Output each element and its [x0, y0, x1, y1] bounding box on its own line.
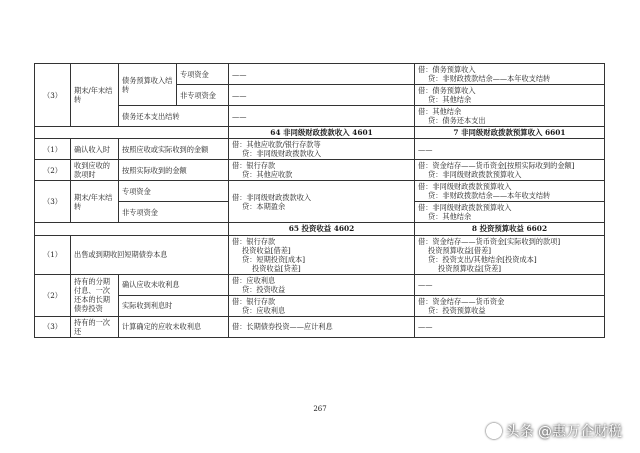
entry-line: 贷：投资支出/其他结余[投资成本]	[428, 254, 537, 264]
budget-entry: ——	[415, 139, 605, 160]
item-cell: 期末/年末结转	[71, 64, 119, 127]
sub-item-cell: 非专项资金	[119, 202, 229, 223]
row-number: （2）	[35, 160, 71, 181]
financial-entry: 借：长期债券投资——应计利息	[229, 316, 415, 337]
budget-entry	[415, 295, 605, 316]
item-cell: 持有的一次还	[71, 316, 119, 337]
entry-line: 借：资金结存——货币资金[按照实际收到的金额]	[418, 161, 575, 171]
entry-line: 贷：投资预算收益	[428, 305, 486, 315]
table-row	[35, 64, 605, 85]
sub-item-cell: 实际收到利息时	[119, 295, 229, 316]
entry-line: 投资预算收益[贷差]	[438, 263, 502, 273]
header-blank	[35, 223, 229, 235]
financial-account-title: 65 投资收益 4602	[229, 223, 415, 235]
financial-entry	[229, 181, 415, 223]
item-cell: 持有的分期付息、一次还本的长期债券投资	[71, 274, 119, 316]
entry-line: 贷：投资收益	[242, 284, 286, 294]
budget-entry	[415, 85, 605, 106]
financial-entry: ——	[229, 106, 415, 127]
entry-line: 贷：其他结余	[428, 212, 472, 222]
entry-line: 贷：非财政拨款结余——本年收支结转	[428, 191, 551, 201]
row-number: （3）	[35, 316, 71, 337]
entry-line: 贷：本期盈余	[242, 201, 286, 211]
budget-entry	[415, 181, 605, 202]
budget-entry: ——	[415, 274, 605, 295]
financial-account-title: 64 非同级财政拨款收入 4601	[229, 127, 415, 139]
entry-line: 借：债务预算收入	[418, 65, 476, 74]
entry-line: 借：其他应收款/银行存款等	[232, 140, 321, 150]
financial-entry	[229, 139, 415, 160]
financial-entry: ——	[229, 64, 415, 85]
row-number: （3）	[35, 64, 71, 127]
entry-line: 借：债务预算收入	[418, 86, 476, 95]
row-number: （1）	[35, 235, 71, 274]
entry-line: 借：非同级财政拨款预算收入	[418, 203, 512, 213]
entry-line: 投资预算收益[借差]	[428, 245, 492, 255]
financial-entry	[229, 274, 415, 295]
section-header-row	[35, 127, 605, 139]
entry-line: 借：银行存款	[232, 296, 276, 306]
entry-line: 贷：非财政拨款结余——本年收支结转	[428, 74, 551, 83]
sub-item-cell: 计算确定的应收未收利息	[119, 316, 229, 337]
page-number: 267	[313, 405, 327, 413]
entry-line: 贷：应收利息	[242, 305, 286, 315]
item-cell: 期末/年末结转	[71, 181, 119, 223]
sub-sub-item-cell: 专项资金	[177, 64, 229, 85]
budget-entry	[415, 160, 605, 181]
budget-entry	[415, 235, 605, 274]
sub-item-cell: 债务预算收入结转	[119, 64, 177, 106]
budget-entry	[415, 64, 605, 85]
budget-entry: ——	[415, 316, 605, 337]
budget-entry	[415, 202, 605, 223]
section-header-row	[35, 223, 605, 235]
entry-line: 借：其他结余	[418, 107, 462, 116]
basis-cell: 按照应收或实际收到的金额	[119, 139, 229, 160]
entry-line: 借：银行存款	[232, 161, 276, 171]
entry-line: 贷：其他结余	[428, 95, 472, 104]
budget-account-title: 8 投资预算收益 6602	[415, 223, 605, 235]
entry-line: 投资收益[贷差]	[252, 263, 301, 273]
row-number: （2）	[35, 274, 71, 316]
sub-item-cell: 债务还本支出结转	[119, 106, 229, 127]
item-cell: 收到应收的款项时	[71, 160, 119, 181]
financial-entry: ——	[229, 85, 415, 106]
sub-sub-item-cell: 非专项资金	[177, 85, 229, 106]
item-cell: 确认收入时	[71, 139, 119, 160]
accounting-table	[34, 63, 605, 338]
entry-line: 借：应收利息	[232, 275, 276, 285]
budget-entry	[415, 106, 605, 127]
row-number: （1）	[35, 139, 71, 160]
entry-line: 贷：债务还本支出	[428, 116, 486, 125]
entry-line: 借：非同级财政拨款预算收入	[418, 182, 512, 192]
table-row	[35, 235, 605, 274]
financial-entry	[229, 295, 415, 316]
entry-line: 贷：非同级财政拨款预算收入	[428, 170, 522, 180]
financial-entry	[229, 235, 415, 274]
row-number: （3）	[35, 181, 71, 223]
sub-item-cell: 确认应收未收利息	[119, 274, 229, 295]
entry-line: 贷：非同级财政拨款收入	[242, 149, 322, 159]
watermark	[486, 421, 622, 441]
table-row	[35, 160, 605, 181]
table-row	[35, 274, 605, 295]
financial-entry	[229, 160, 415, 181]
table-row	[35, 106, 605, 127]
entry-line: 贷：短期投资[成本]	[242, 254, 306, 264]
table-row	[35, 139, 605, 160]
watermark-text: 头条 @惠万企财税	[505, 424, 622, 440]
entry-line: 借：资金结存——货币资金	[418, 296, 505, 306]
sub-item-cell: 专项资金	[119, 181, 229, 202]
basis-cell: 按照实际收到的金额	[119, 160, 229, 181]
toutiao-logo-icon	[486, 423, 502, 439]
table-row	[35, 295, 605, 316]
item-cell: 出售或到期收回短期债券本息	[71, 235, 229, 274]
entry-line: 投资收益[借差]	[242, 245, 291, 255]
table-row	[35, 181, 605, 202]
entry-line: 借：银行存款	[232, 236, 276, 246]
entry-line: 借：资金结存——货币资金[实际收到的款项]	[418, 236, 561, 246]
budget-account-title: 7 非同级财政拨款预算收入 6601	[415, 127, 605, 139]
entry-line: 借：非同级财政拨款收入	[232, 192, 312, 202]
entry-line: 贷：其他应收款	[242, 170, 293, 180]
header-blank	[35, 127, 229, 139]
table-row	[35, 316, 605, 337]
